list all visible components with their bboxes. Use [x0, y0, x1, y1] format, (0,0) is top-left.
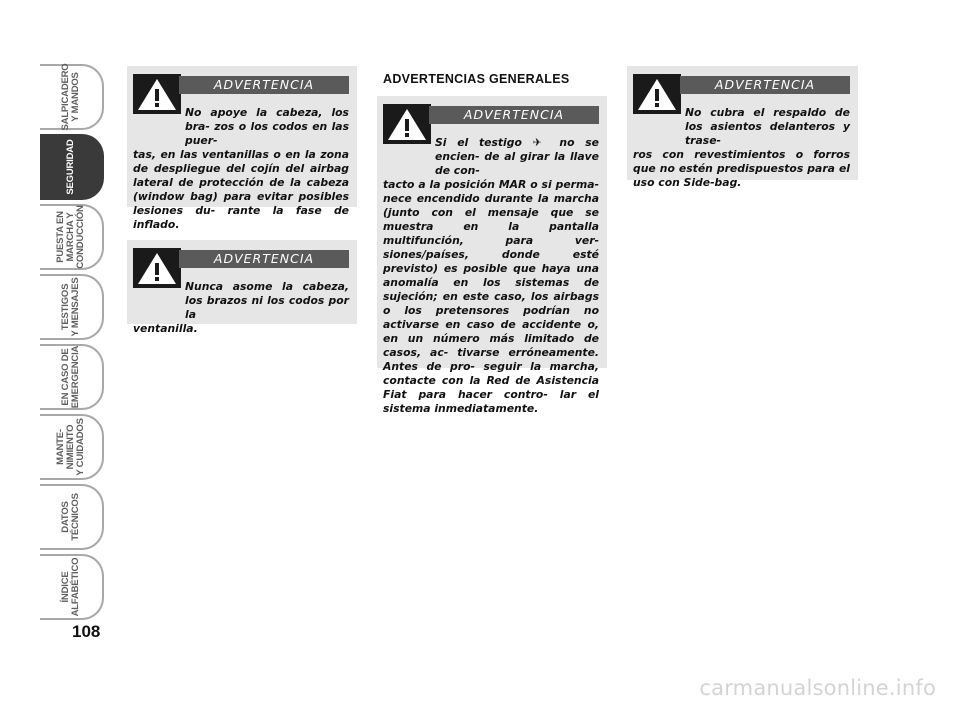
warning-text-body: ros con revestimientos o forros que no estén predispuestos para el uso con Side-bag.: [633, 148, 850, 189]
warning-text: [133, 102, 349, 232]
tab-testigos[interactable]: [40, 274, 104, 340]
warning-box: [377, 96, 607, 415]
warning-box: [127, 66, 357, 231]
warning-heading: ADVERTENCIA: [429, 106, 599, 124]
page-number: 108: [72, 622, 101, 641]
warning-triangle-icon: [633, 74, 681, 114]
warning-text-lead: Si el testigo ✈ no se encien- de al girar la llave de con-: [435, 136, 599, 177]
tab-label: PUESTA EN MARCHA Y CONDUCCIÓN: [55, 205, 86, 269]
warning-text-body: tacto a la posición MAR o si perma- nece encendido durante la marcha (junto con el mensaje que se muestra en la pantalla multifunción, para ver- siones/países, donde esté previsto) es posible que haya una anomalía en los sistemas de sujeción; en este caso, los airbags o los pretensores podrían no activarse en caso de accidente o, en un número más limitado de casos, ac- tivarse erróneamente. Antes de pro- seguir la marcha, contacte con la Red de Asistencia Fiat para hacer contro- lar el sistema inmediatamente.: [383, 178, 599, 415]
tab-seguridad[interactable]: [40, 134, 104, 200]
tab-label: EN CASO DE EMERGENCIA: [60, 345, 81, 409]
tab-label: TESTIGOS Y MENSAJES: [60, 277, 81, 337]
warning-text: [383, 132, 599, 416]
warning-triangle-icon: [383, 104, 431, 144]
tab-label: DATOS TÉCNICOS: [60, 493, 81, 541]
warning-triangle-icon: [133, 74, 181, 114]
tab-emergencia[interactable]: [40, 344, 104, 410]
tab-puesta-en-marcha[interactable]: [40, 204, 104, 270]
tab-label: SEGURIDAD: [65, 139, 76, 195]
warning-heading: ADVERTENCIA: [680, 76, 850, 94]
section-title: ADVERTENCIAS GENERALES: [383, 72, 570, 86]
tab-label: MANTE- NIMIENTO Y CUIDADOS: [55, 418, 86, 476]
tab-datos-tecnicos[interactable]: [40, 484, 104, 550]
warning-box: [627, 66, 858, 189]
watermark: carmanualsonline.info: [699, 676, 936, 700]
tab-label: ÍNDICE ALFABÉTICO: [60, 557, 81, 617]
warning-heading: ADVERTENCIA: [179, 76, 349, 94]
tab-label: SALPICADERO Y MANDOS: [60, 63, 81, 131]
warning-text-body: ventanilla.: [133, 322, 198, 335]
warning-heading: ADVERTENCIA: [179, 250, 349, 268]
warning-triangle-icon: [133, 248, 181, 288]
warning-text-body: tas, en las ventanillas o en la zona de despliegue del cojín del airbag lateral de protección de la cabeza (window bag) para evitar posibles lesiones du- rante la fase de inflado.: [133, 148, 349, 231]
warning-box: [127, 240, 357, 335]
tab-mantenimiento[interactable]: [40, 414, 104, 480]
warning-text-lead: No cubra el respaldo de los asientos delanteros y trase-: [685, 106, 850, 147]
warning-text-lead: Nunca asome la cabeza, los brazos ni los codos por la: [185, 280, 349, 321]
warning-text: [633, 102, 850, 190]
tab-salpicadero[interactable]: [40, 64, 104, 130]
tab-indice[interactable]: [40, 554, 104, 620]
warning-text-lead: No apoye la cabeza, los bra- zos o los codos en las puer-: [185, 106, 349, 147]
